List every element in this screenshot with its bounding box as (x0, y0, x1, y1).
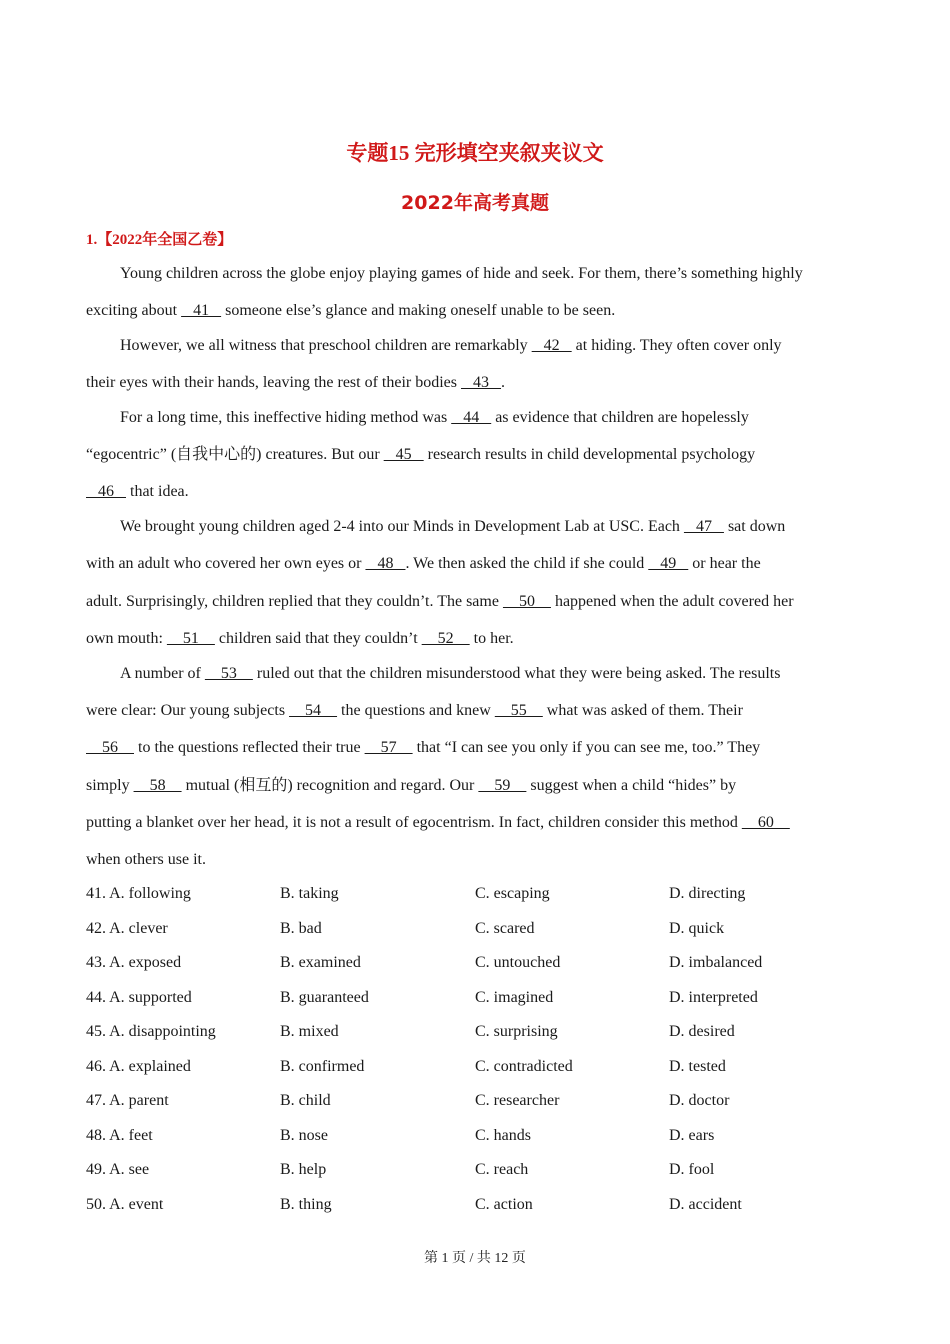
passage-line (120, 517, 910, 537)
option-choice: D. fool (669, 1161, 715, 1178)
document-title: 专题15 完形填空夹叙夹议文 (346, 141, 604, 165)
answer-blank: 41 (181, 302, 222, 319)
answer-blank: 42 (531, 337, 572, 354)
passage-line (86, 813, 876, 833)
passage-text: adult. Surprisingly, children replied that they couldn’t. The same (86, 593, 503, 610)
option-choice: 43. A. exposed (86, 954, 182, 971)
passage-text: sat down (723, 518, 786, 535)
passage-line (86, 592, 876, 612)
option-choice: 44. A. supported (86, 989, 192, 1006)
passage-text: at hiding. They often cover only (571, 337, 782, 354)
option-choice: B. nose (280, 1127, 328, 1144)
option-choice: 46. A. explained (86, 1058, 191, 1075)
answer-blank: 48 (365, 555, 406, 572)
passage-text: ruled out that the children misunderstood what they were being asked. The results (252, 665, 781, 682)
passage-text: However, we all witness that preschool children are remarkably (120, 337, 532, 354)
page-footer: 第 1 页 / 共 12 页 (424, 1251, 526, 1266)
answer-blank: 43 (461, 374, 502, 391)
answer-blank: 53 (204, 665, 253, 682)
question-heading: 1.【2022年全国乙卷】 (86, 232, 233, 248)
answer-blank: 58 (133, 777, 182, 794)
option-choice: C. untouched (475, 954, 561, 971)
passage-text: “egocentric” (自我中心的) creatures. But our (86, 446, 384, 463)
option-choice: 50. A. event (86, 1196, 164, 1213)
passage-text: when others use it. (86, 851, 206, 868)
option-choice: B. mixed (280, 1023, 339, 1040)
passage-text: to her. (469, 630, 514, 647)
answer-blank: 51 (166, 630, 215, 647)
option-choice: C. imagined (475, 989, 554, 1006)
answer-blank: 54 (289, 702, 338, 719)
option-choice: B. child (280, 1092, 331, 1109)
passage-line (86, 554, 876, 574)
passage-text: simply (86, 777, 134, 794)
answer-blank: 47 (683, 518, 724, 535)
passage-text: the questions and knew (337, 702, 495, 719)
passage-line (120, 408, 910, 428)
option-choice: C. scared (475, 920, 535, 937)
passage-line (86, 738, 876, 758)
answer-blank: 55 (494, 702, 543, 719)
option-choice: C. contradicted (475, 1058, 573, 1075)
option-choice: B. thing (280, 1196, 332, 1213)
option-choice: C. hands (475, 1127, 531, 1144)
answer-blank: 46 (86, 483, 126, 500)
option-choice: B. help (280, 1161, 327, 1178)
passage-text: mutual (相互的) recognition and regard. Our (181, 777, 479, 794)
answer-blank: 60 (741, 814, 790, 831)
option-choice: D. tested (669, 1058, 726, 1075)
option-choice: B. confirmed (280, 1058, 365, 1075)
passage-line (86, 373, 876, 393)
answer-blank: 45 (383, 446, 424, 463)
passage-line (86, 701, 876, 721)
passage-text: that “I can see you only if you can see me, too.” They (412, 739, 761, 756)
option-choice: C. action (475, 1196, 533, 1213)
passage-text: children said that they couldn’t (214, 630, 422, 647)
passage-text: . We then asked the child if she could (405, 555, 649, 572)
passage-text: A number of (120, 665, 205, 682)
passage-text: that idea. (126, 483, 189, 500)
option-choice: 48. A. feet (86, 1127, 153, 1144)
passage-line (86, 482, 876, 502)
answer-blank: 52 (421, 630, 470, 647)
passage-text: research results in child developmental psychology (423, 446, 756, 463)
option-choice: 45. A. disappointing (86, 1023, 216, 1040)
passage-line (86, 301, 876, 321)
passage-text: as evidence that children are hopelessly (491, 409, 749, 426)
option-choice: B. guaranteed (280, 989, 369, 1006)
passage-text: Young children across the globe enjoy playing games of hide and seek. For them, there’s something highly (120, 265, 803, 282)
answer-blank: 57 (364, 739, 413, 756)
option-choice: D. interpreted (669, 989, 758, 1006)
option-choice: D. quick (669, 920, 725, 937)
option-choice: C. escaping (475, 885, 550, 902)
option-choice: 41. A. following (86, 885, 191, 902)
passage-text: own mouth: (86, 630, 167, 647)
passage-line (86, 776, 876, 796)
passage-text: happened when the adult covered her (550, 593, 794, 610)
answer-blank: 56 (86, 739, 134, 756)
passage-line (86, 445, 876, 465)
option-choice: 49. A. see (86, 1161, 150, 1178)
passage-text: what was asked of them. Their (542, 702, 743, 719)
passage-line (86, 850, 876, 870)
passage-line (120, 264, 910, 284)
passage-text: For a long time, this ineffective hiding method was (120, 409, 452, 426)
answer-blank: 50 (502, 593, 551, 610)
answer-blank: 44 (451, 409, 492, 426)
passage-text: putting a blanket over her head, it is not a result of egocentrism. In fact, children consider this method (86, 814, 742, 831)
option-choice: B. taking (280, 885, 339, 902)
subtitle-year: 2022 (401, 192, 454, 214)
passage-text: or hear the (688, 555, 761, 572)
passage-line (120, 664, 910, 684)
passage-text: . (501, 374, 506, 391)
passage-text: suggest when a child “hides” by (526, 777, 737, 794)
option-choice: 47. A. parent (86, 1092, 169, 1109)
option-choice: 42. A. clever (86, 920, 168, 937)
passage-text: We brought young children aged 2-4 into our Minds in Development Lab at USC. Each (120, 518, 684, 535)
answer-blank: 59 (478, 777, 527, 794)
option-choice: D. imbalanced (669, 954, 763, 971)
passage-text: were clear: Our young subjects (86, 702, 290, 719)
passage-text: their eyes with their hands, leaving the rest of their bodies (86, 374, 462, 391)
option-choice: D. desired (669, 1023, 735, 1040)
option-choice: B. bad (280, 920, 322, 937)
option-choice: D. ears (669, 1127, 715, 1144)
passage-line (120, 336, 910, 356)
option-choice: D. directing (669, 885, 746, 902)
option-choice: C. reach (475, 1161, 529, 1178)
passage-text: to the questions reflected their true (134, 739, 365, 756)
answer-blank: 49 (648, 555, 689, 572)
option-choice: D. doctor (669, 1092, 730, 1109)
subtitle-text: 年高考真题 (453, 193, 549, 214)
passage-line (86, 629, 876, 649)
section-subtitle (0, 188, 950, 215)
option-choice: D. accident (669, 1196, 742, 1213)
option-choice: C. researcher (475, 1092, 560, 1109)
passage-text: exciting about (86, 302, 182, 319)
option-choice: C. surprising (475, 1023, 558, 1040)
passage-text: someone else’s glance and making oneself unable to be seen. (221, 302, 616, 319)
option-choice: B. examined (280, 954, 361, 971)
passage-text: with an adult who covered her own eyes or (86, 555, 366, 572)
